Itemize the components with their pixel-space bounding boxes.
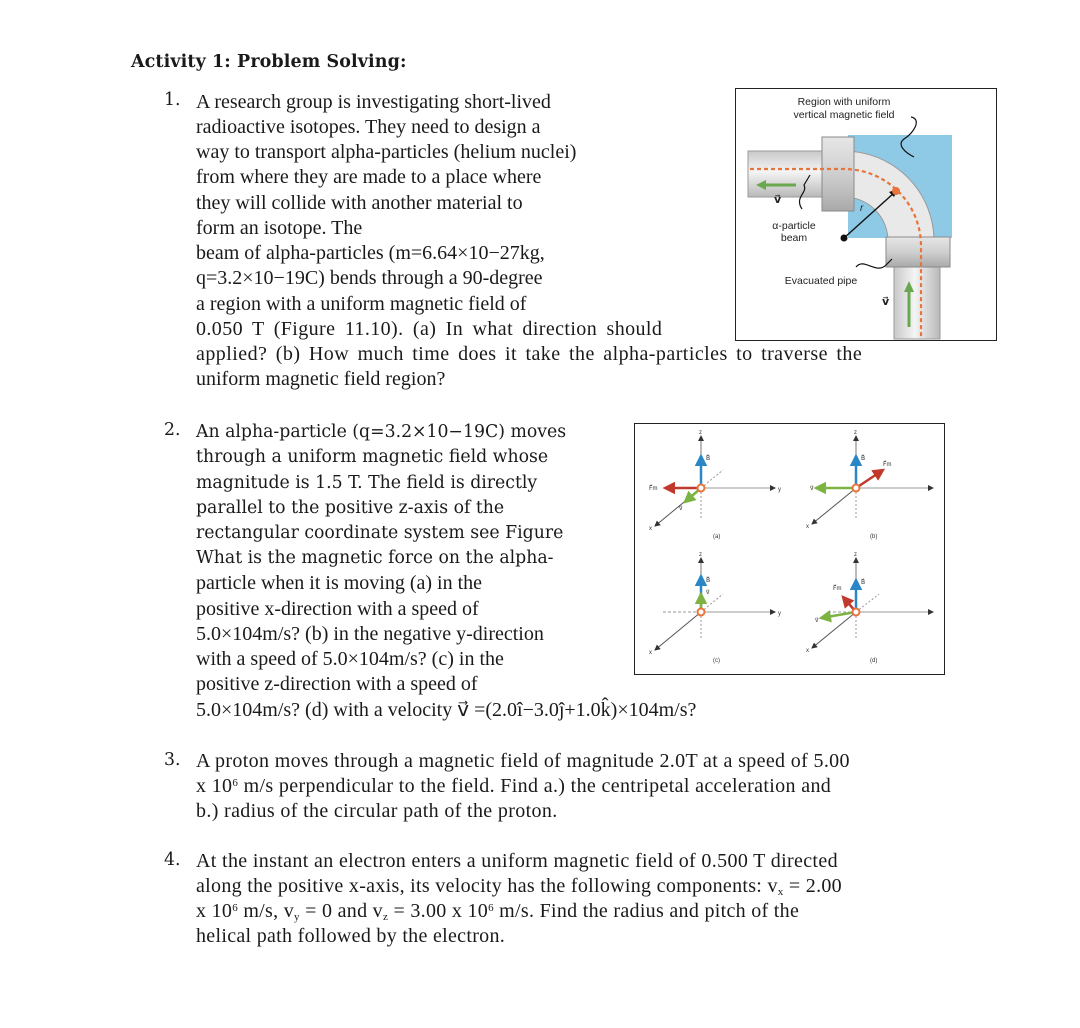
problem-text-line: A research group is investigating short-lived (196, 91, 551, 113)
axis-z: z (854, 552, 857, 558)
axis-x: x (806, 648, 809, 654)
problem-text-line: way to transport alpha-particles (helium nuclei) (196, 141, 577, 163)
label-beam-2: beam (780, 232, 808, 244)
problem-text-line: 0.050 T (Figure 11.10). (a) In what direction should (196, 318, 663, 340)
label-evacuated-pipe: Evacuated pipe (784, 275, 858, 287)
label-beam: α-particle (772, 220, 816, 232)
problem-text-line: q=3.2×10−19C) bends through a 90-degree (196, 267, 543, 289)
axis-x: x (806, 524, 809, 530)
problem-text-line: helical path followed by the electron. (196, 925, 506, 947)
axis-z: z (699, 552, 702, 558)
label-v: v⃗ (810, 486, 814, 492)
problem-text-line: b.) radius of the circular path of the proton. (196, 800, 558, 822)
text: = 3.00 x 10 (388, 900, 489, 922)
label-B: B⃗ (706, 456, 711, 462)
problem-number: 3. (164, 750, 181, 770)
caption-a: (a) (713, 534, 721, 540)
figure-force-panels (634, 423, 945, 675)
problem-text-line: A proton moves through a magnetic field of magnitude 2.0T at a speed of 5.00 (196, 750, 850, 772)
problem-text-line: What is the magnetic force on the alpha- (196, 548, 554, 568)
text: m/s perpendicular to the field. Find a.) the centripetal acceleration and (238, 775, 832, 797)
panel-a (649, 430, 781, 540)
text: m/s. Find the radius and pitch of the (493, 900, 800, 922)
caption-b: (b) (870, 534, 878, 540)
problem-text-line: At the instant an electron enters a uniform magnetic field of 0.500 T directed (196, 850, 838, 872)
axis-y: y (778, 611, 781, 617)
problem-text-line (196, 899, 799, 924)
axis-x: x (649, 650, 652, 656)
problem-text-line: An alpha-particle (q=3.2×10−19C) moves (196, 422, 567, 442)
problem-number: 4. (164, 850, 181, 870)
exponent: 6 (232, 902, 239, 914)
panel-c (649, 552, 781, 664)
pipe-bend-diagram (736, 89, 996, 340)
label-B: B⃗ (861, 456, 866, 462)
exponent: 6 (232, 777, 239, 789)
problem-text-line: through a uniform magnetic field whose (196, 447, 549, 467)
label-field-region-2: vertical magnetic field (793, 109, 895, 121)
problem-text-line: positive x-direction with a speed of (196, 598, 479, 620)
problem-number: 1. (164, 90, 181, 110)
problem-text-line: radioactive isotopes. They need to design a (196, 116, 541, 138)
label-v: v⃗ (706, 590, 710, 596)
pipe-flange (822, 137, 854, 211)
text: x 10 (196, 900, 233, 922)
problem-text-line: 5.0×104m/s? (d) with a velocity v⃗ =(2.0î−3.0ĵ+1.0k̂)×104m/s? (196, 699, 697, 721)
exponent: 6 (488, 902, 494, 914)
label-F: F⃗m (833, 586, 842, 592)
problem-text-line: with a speed of 5.0×104m/s? (c) in the (196, 648, 504, 670)
problem-text-line: a region with a uniform magnetic field of (196, 293, 527, 315)
label-v: v⃗ (679, 506, 683, 512)
axis-x: x (649, 526, 652, 532)
panel-b (806, 430, 933, 540)
text: = 2.00 (783, 875, 842, 897)
activity-heading: Activity 1: Problem Solving: (131, 52, 407, 72)
problem-text-line: magnitude is 1.5 T. The field is directly (196, 473, 538, 493)
force-vector-diagrams (635, 424, 944, 674)
problem-text-line (196, 874, 842, 899)
caption-c: (c) (713, 658, 720, 664)
caption-d: (d) (870, 658, 878, 664)
problem-text-line: 5.0×104m/s? (b) in the negative y-direction (196, 623, 544, 645)
label-F: F⃗m (883, 462, 892, 468)
axis-z: z (854, 430, 857, 436)
label-velocity: v⃗ (774, 194, 782, 206)
label-B: B⃗ (861, 580, 866, 586)
label-F: F⃗m (649, 486, 658, 492)
problem-text-line: applied? (b) How much time does it take the alpha-particles to traverse the (196, 343, 863, 365)
text: x 10 (196, 775, 233, 797)
axis-y: y (778, 487, 781, 493)
problem-text-line: parallel to the positive z-axis of the (196, 498, 505, 518)
problem-text-line (196, 774, 831, 799)
label-v: v⃗ (815, 618, 819, 624)
text: m/s, v (238, 900, 295, 922)
problem-text-line: particle when it is moving (a) in the (196, 572, 483, 594)
problem-text-line: uniform magnetic field region? (196, 368, 446, 390)
problem-text-line: beam of alpha-particles (m=6.64×10−27kg, (196, 242, 545, 264)
label-velocity: v⃗ (882, 296, 890, 308)
problem-text-line: from where they are made to a place where (196, 166, 542, 188)
problem-text-line: positive z-direction with a speed of (196, 673, 478, 695)
text: = 0 and v (299, 900, 383, 922)
figure-magnetic-pipe (735, 88, 997, 341)
problem-text-line: form an isotope. The (196, 217, 363, 239)
label-B: B⃗ (706, 578, 711, 584)
problem-text-line: rectangular coordinate system see Figure (196, 523, 564, 543)
axis-z: z (699, 430, 702, 436)
subscript: z (382, 911, 389, 923)
pipe-flange (886, 237, 950, 267)
panel-d (806, 552, 933, 664)
text: along the positive x-axis, its velocity has the following components: v (196, 875, 778, 897)
subscript: y (294, 911, 300, 923)
label-radius: r (860, 203, 864, 214)
label-field-region: Region with uniform (797, 96, 891, 108)
problem-number: 2. (164, 420, 181, 440)
problem-text-line: they will collide with another material to (196, 192, 523, 214)
subscript: x (777, 886, 784, 898)
